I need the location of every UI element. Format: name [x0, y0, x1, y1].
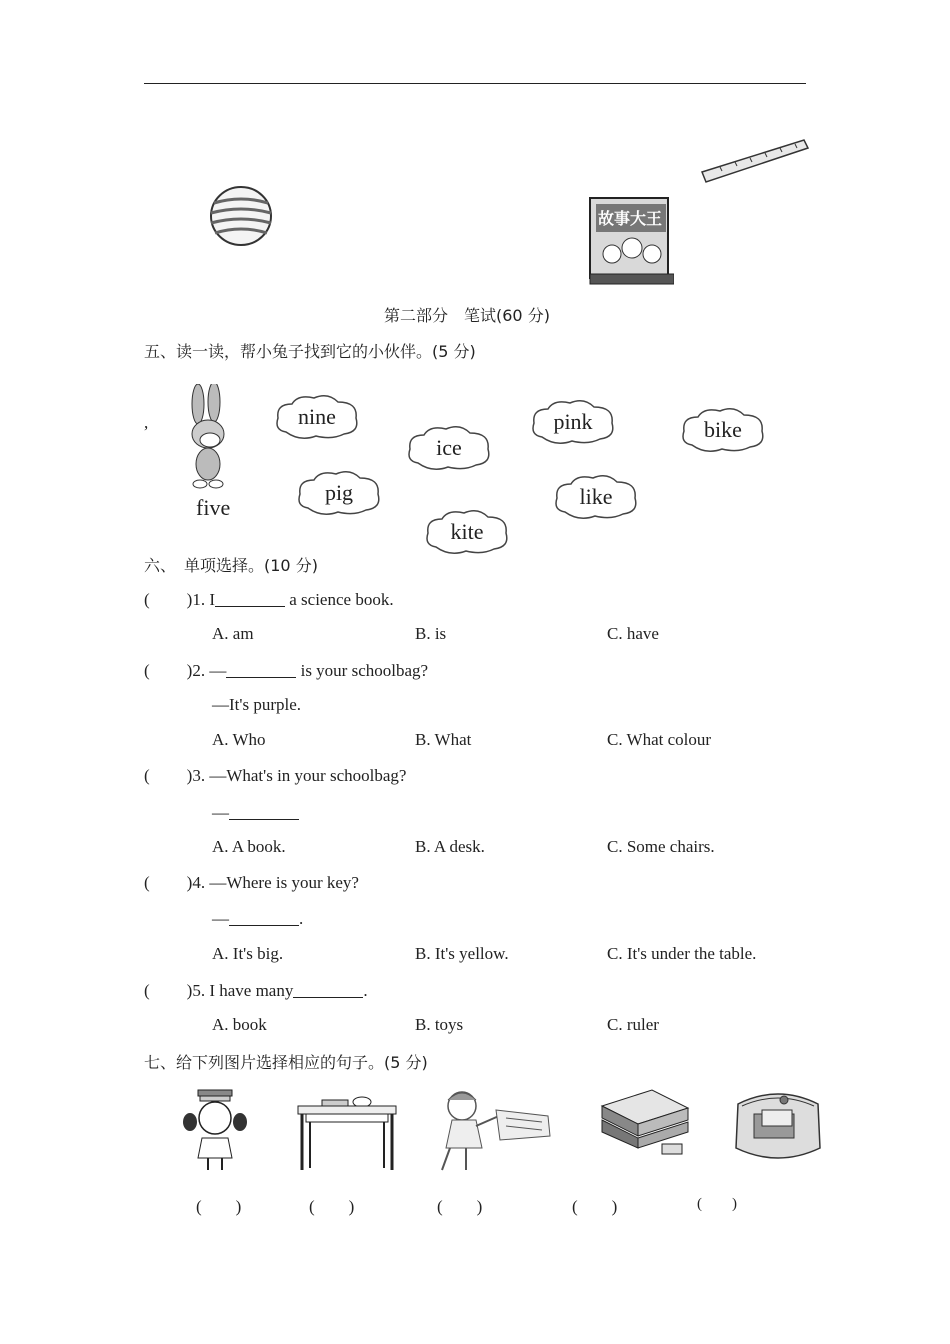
- rabbit-word: five: [196, 495, 231, 520]
- answer-paren[interactable]: (: [144, 766, 150, 785]
- rabbit-picture: [184, 384, 244, 492]
- books-picture: [596, 1086, 696, 1166]
- section7-title: 七、给下列图片选择相应的句子。(5 分): [144, 1053, 428, 1072]
- cloud-word: nine: [298, 404, 336, 429]
- q1-option-b: B. is: [415, 624, 447, 643]
- cloud-bike[interactable]: [678, 405, 768, 455]
- q4-option-c: C. It's under the table.: [607, 944, 757, 963]
- answer-blank[interactable]: [226, 660, 296, 678]
- answer-paren-1[interactable]: ( ): [196, 1197, 242, 1216]
- cloud-nine[interactable]: [272, 392, 362, 442]
- q5-option-a: A. book: [212, 1015, 267, 1034]
- answer-paren-2[interactable]: ( ): [309, 1197, 355, 1216]
- cloud-pink[interactable]: [528, 397, 618, 447]
- answer-paren[interactable]: (: [144, 590, 150, 609]
- q3-option-b: B. A desk.: [415, 837, 485, 856]
- cloud-word: like: [579, 484, 613, 509]
- cloud-word: bike: [704, 417, 742, 442]
- desk-picture: [296, 1086, 400, 1172]
- answer-paren[interactable]: (: [144, 661, 150, 680]
- q3-stem: ( )3. —What's in your schoolbag?: [144, 766, 407, 785]
- answer-blank[interactable]: [293, 980, 363, 998]
- cloud-ice[interactable]: [404, 423, 494, 473]
- q4-stem: ( )4. —Where is your key?: [144, 873, 359, 892]
- q1-stem: ( )1. I a science book.: [144, 590, 394, 609]
- cloud-word: kite: [450, 519, 484, 544]
- cloud-like[interactable]: [551, 472, 641, 522]
- answer-blank[interactable]: [229, 908, 299, 926]
- ruler-picture: [700, 136, 812, 192]
- answer-blank[interactable]: [215, 589, 285, 607]
- cloud-word: pig: [324, 480, 354, 505]
- q3-option-c: C. Some chairs.: [607, 837, 715, 856]
- q1-option-c: C. have: [607, 624, 659, 643]
- storybook-picture: [588, 196, 674, 286]
- book-cover-title: 故事大王: [598, 209, 663, 228]
- answer-paren[interactable]: (: [144, 873, 150, 892]
- q3-line2: —: [212, 802, 299, 823]
- q4-option-b: B. It's yellow.: [415, 944, 509, 963]
- q2-line2: —It's purple.: [212, 695, 301, 714]
- q1-option-a: A. am: [212, 624, 254, 643]
- stray-comma: ,: [144, 413, 149, 432]
- answer-paren-4[interactable]: ( ): [572, 1197, 618, 1216]
- girl-books-picture: [176, 1086, 256, 1172]
- cloud-word: pink: [553, 409, 593, 434]
- answer-paren-5[interactable]: ( ): [697, 1196, 737, 1212]
- part-two-title: 第二部分 笔试(60 分): [384, 306, 550, 325]
- q2-option-a: A. Who: [212, 730, 266, 749]
- section6-title: 六、 单项选择。(10 分): [144, 556, 318, 575]
- girl-packing-picture: [436, 1086, 556, 1172]
- answer-blank[interactable]: [229, 802, 299, 820]
- q5-stem: ( )5. I have many .: [144, 981, 368, 1000]
- ball-picture: [208, 185, 274, 249]
- q5-option-b: B. toys: [415, 1015, 464, 1034]
- answer-paren-3[interactable]: ( ): [437, 1197, 483, 1216]
- q2-option-c: C. What colour: [607, 730, 712, 749]
- q4-line2: — .: [212, 909, 304, 928]
- q5-option-c: C. ruler: [607, 1015, 659, 1034]
- q2-stem: ( )2. — is your schoolbag?: [144, 661, 429, 680]
- answer-paren[interactable]: (: [144, 981, 150, 1000]
- q3-option-a: A. A book.: [212, 837, 286, 856]
- cloud-word: ice: [436, 435, 462, 460]
- cloud-kite[interactable]: [422, 507, 512, 557]
- schoolbag-picture: [732, 1084, 824, 1168]
- section5-title: 五、读一读，帮小兔子找到它的小伙伴。(5 分): [144, 342, 476, 361]
- top-rule: [144, 83, 806, 84]
- q4-option-a: A. It's big.: [212, 944, 284, 963]
- q2-option-b: B. What: [415, 730, 472, 749]
- cloud-pig[interactable]: [294, 468, 384, 518]
